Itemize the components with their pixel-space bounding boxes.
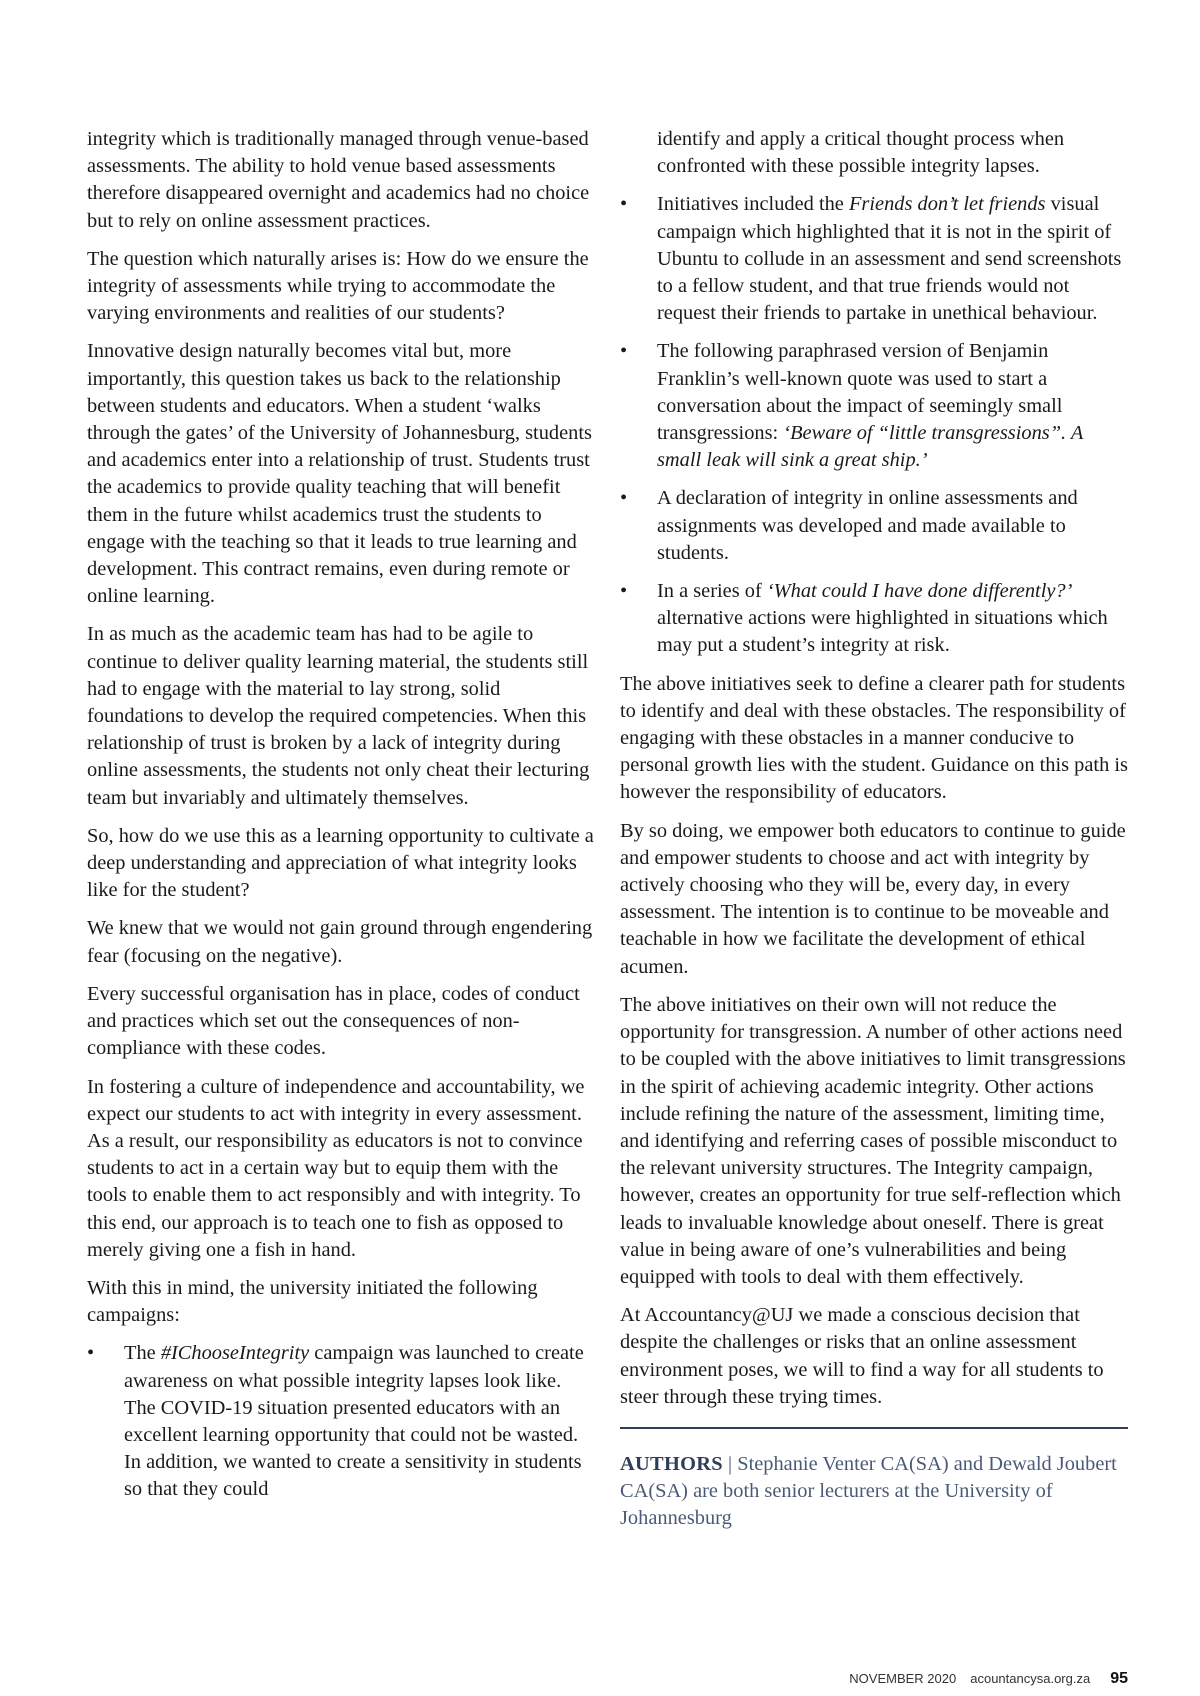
right-column (620, 126, 1128, 1544)
list-item: • Initiatives included the Friends don’t let friends visual campaign which highlighted that it is not in the spirit of Ubuntu to collude in an assessment and send screenshots to a fellow student, and that true friends would not request their friends to partake in unethical behaviour. (620, 193, 1122, 325)
bullet-icon: • (620, 580, 628, 603)
paragraph: At Accountancy@UJ we made a conscious decision that despite the challenges or risks that an online assessment environment poses, we will to find a way for all students to steer through these trying times. (620, 1304, 1104, 1408)
bullet-icon: • (620, 340, 628, 363)
bullet-icon: • (620, 193, 628, 216)
paragraph: The above initiatives seek to define a clearer path for students to identify and deal with these obstacles. The responsibility of engaging with these obstacles in a manner conducive to personal growth lies with the student. Guidance on this path is however the responsibility of educators. (620, 672, 1128, 804)
authors-text: Stephanie Venter CA(SA) and Dewald Joubert CA(SA) are both senior lecturers at the University of Johannesburg (620, 1452, 1117, 1530)
paragraph: Every successful organisation has in place, codes of conduct and practices which set out the consequences of non-compliance with these codes. (87, 982, 580, 1060)
issue-date: NOVEMBER 2020 (849, 1671, 957, 1686)
page-number: 95 (1110, 1670, 1128, 1687)
left-column (87, 126, 595, 1515)
list-item: • The following paraphrased version of Benjamin Franklin’s well-known quote was used to start a conversation about the impact of seemingly small transgressions: ‘Beware of “little transgressions”. A small leak will sink a great ship.’ (620, 340, 1083, 472)
list-item: • A declaration of integrity in online assessments and assignments was developed and made available to students. (620, 487, 1078, 564)
paragraph: So, how do we use this as a learning opportunity to cultivate a deep understanding and appreciation of what integrity looks like for the student? (87, 824, 594, 902)
paragraph: In fostering a culture of independence and accountability, we expect our students to act with integrity in every assessment. As a result, our responsibility as educators is not to convince students to act in a certain way but to equip them with the tools to enable them to act responsibly and with integrity. To this end, our approach is to teach one to fish as opposed to merely giving one a fish in hand. (87, 1075, 585, 1261)
authors-label: AUTHORS (620, 1452, 723, 1475)
author-bio (620, 1451, 1128, 1533)
authors-separator: | (722, 1452, 738, 1475)
paragraph: integrity which is traditionally managed through venue-based assessments. The ability to hold venue based assessments therefore disappeared overnight and academics had no choice but to rely on online assessment practices. (87, 128, 590, 232)
website: acountancysa.org.za (970, 1671, 1091, 1686)
page-footer (849, 1670, 1128, 1688)
list-item: • In a series of ‘What could I have done differently?’ alternative actions were highlighted in situations which may put a student’s integrity at risk. (620, 580, 1108, 657)
bullet-icon: • (87, 1342, 95, 1365)
bullet-icon: • (620, 487, 628, 510)
campaign-list (620, 191, 1128, 659)
divider (620, 1427, 1128, 1429)
paragraph: The above initiatives on their own will not reduce the opportunity for transgression. A number of other actions need to be coupled with the above initiatives to limit transgressions in the spirit of achieving academic integrity. Other actions include refining the nature of the assessment, limiting time, and identifying and referring cases of possible misconduct to the relevant university structures. The Integrity campaign, however, creates an opportunity for true self-reflection which leads to invaluable knowledge about oneself. There is great value in being aware of one’s vulnerabilities and being equipped with tools to deal with them effectively. (620, 993, 1126, 1288)
paragraph: We knew that we would not gain ground through engendering fear (focusing on the negative). (87, 917, 593, 967)
paragraph: Innovative design naturally becomes vital but, more importantly, this question takes us back to the relationship between students and educators. When a student ‘walks through the gates’ of the University of Johannesburg, students and academics enter into a relationship of trust. Students trust the academics to provide quality teaching that will benefit them in the future whilst academics trust the students to engage with the teaching so that it leads to true learning and development. This contract remains, even during remote or online learning. (87, 340, 592, 608)
paragraph: With this in mind, the university initiated the following campaigns: (87, 1276, 538, 1327)
paragraph: The question which naturally arises is: How do we ensure the integrity of assessments while trying to accommodate the varying environments and realities of our students? (87, 247, 589, 325)
list-item-continued: identify and apply a critical thought process when confronted with these possible integrity lapses. (657, 128, 1065, 178)
paragraph: By so doing, we empower both educators to continue to guide and empower students to choose and act with integrity by actively choosing who they will be, every day, in every assessment. The intention is to continue to be moveable and teachable in how we facilitate the development of ethical acumen. (620, 819, 1126, 978)
paragraph: In as much as the academic team has had to be agile to continue to deliver quality learning material, the students still had to engage with the material to lay strong, solid foundations to develop the required competencies. When this relationship of trust is broken by a lack of integrity during online assessments, the students not only cheat their lecturing team but invariably and ultimately themselves. (87, 623, 590, 809)
campaign-list (87, 1340, 595, 1503)
list-item: • The #IChooseIntegrity campaign was launched to create awareness on what possible integrity lapses look like. The COVID-19 situation presented educators with an excellent learning opportunity that could not be wasted. In addition, we wanted to create a sensitivity in students so that they could (87, 1342, 584, 1501)
